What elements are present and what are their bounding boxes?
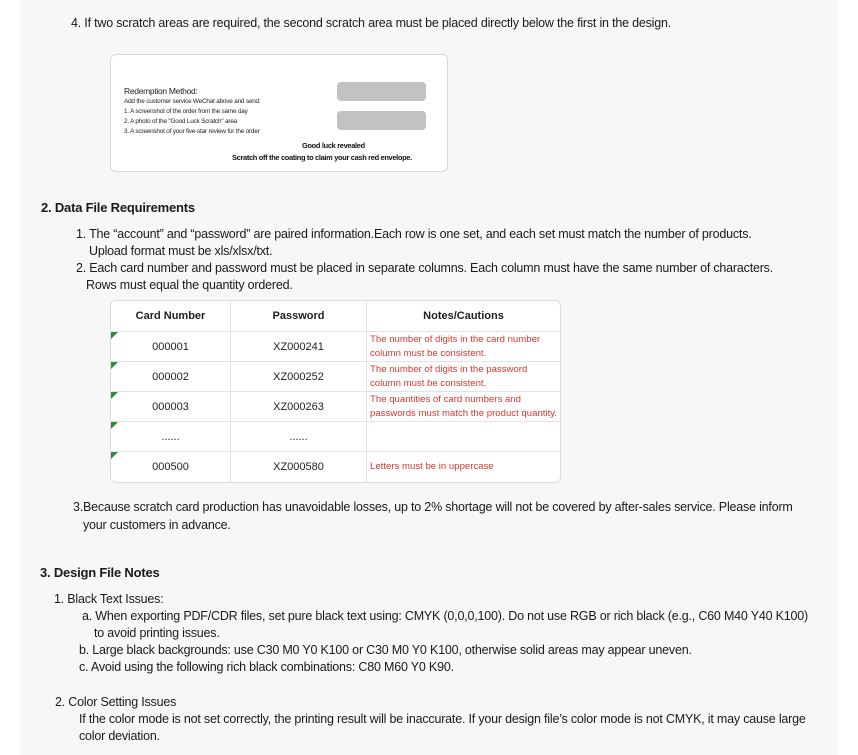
section-3-heading: 3. Design File Notes bbox=[40, 565, 160, 580]
decorative-dots: · · · · · · · · · · · · · bbox=[186, 703, 257, 709]
data-file-example-table bbox=[110, 300, 561, 483]
redemption-line: 2. A photo of the "Good Luck Scratch" area bbox=[124, 118, 238, 125]
header-notes: Notes/Cautions bbox=[367, 301, 560, 332]
data-rule-3-cont: your customers in advance. bbox=[83, 518, 231, 532]
scratch-off-text: Scratch off the coating to claim your cash red envelope. bbox=[232, 153, 412, 162]
section-2-heading: 2. Data File Requirements bbox=[41, 200, 195, 215]
card-number-cell: 000002 bbox=[111, 362, 231, 392]
password-cell: XZ000241 bbox=[231, 332, 367, 362]
table-row bbox=[111, 392, 560, 422]
scratch-card-sample bbox=[110, 54, 448, 172]
note-cell: The number of digits in the card number column must be consistent. bbox=[367, 332, 560, 362]
redemption-title: Redemption Method: bbox=[124, 86, 198, 96]
data-rule-3: 3.Because scratch card production has unavoidable losses, up to 2% shortage will not be covered by after-sales service. Please inform bbox=[73, 500, 793, 514]
card-number-cell: 000500 bbox=[111, 452, 231, 482]
table-header-row bbox=[111, 301, 560, 332]
note-cell: The quantities of card numbers and passwords must match the product quantity. bbox=[367, 392, 560, 422]
black-text-rule-b: b. Large black backgrounds: use C30 M0 Y0 K100 or C30 M0 Y0 K100, otherwise solid areas may appear uneven. bbox=[79, 643, 692, 657]
table-row bbox=[111, 362, 560, 392]
design-rule-item-4: 4. If two scratch areas are required, the second scratch area must be placed directly below the first in the design. bbox=[71, 16, 672, 30]
black-text-title: 1. Black Text Issues: bbox=[54, 592, 164, 606]
color-setting-line-cont: color deviation. bbox=[79, 729, 160, 743]
redemption-line: Add the customer service WeChat above and send: bbox=[124, 98, 261, 105]
password-cell: ...... bbox=[231, 422, 367, 452]
row-marker-icon bbox=[111, 422, 118, 429]
data-rule-1-cont: Upload format must be xls/xlsx/txt. bbox=[89, 244, 273, 258]
table-row bbox=[111, 452, 560, 482]
good-luck-text: Good luck revealed bbox=[302, 141, 365, 150]
scratch-area-1 bbox=[337, 82, 426, 101]
row-marker-icon bbox=[111, 362, 118, 369]
redemption-line: 3. A screenshot of your five-star review for the order bbox=[124, 128, 260, 135]
scratch-area-2 bbox=[337, 111, 426, 130]
row-marker-icon bbox=[111, 452, 118, 459]
note-cell bbox=[367, 422, 560, 452]
note-cell: The number of digits in the password column must be consistent. bbox=[367, 362, 560, 392]
data-rule-1: 1. The “account” and “password” are paired information.Each row is one set, and each set must match the number of products. bbox=[76, 227, 752, 241]
header-card-number: Card Number bbox=[111, 301, 231, 332]
note-cell: Letters must be in uppercase bbox=[370, 461, 494, 472]
black-text-rule-a: a. When exporting PDF/CDR files, set pure black text using: CMYK (0,0,0,100). Do not use RGB or rich black (e.g., C60 M40 Y40 K100) bbox=[82, 609, 808, 623]
color-setting-line: If the color mode is not set correctly, the printing result will be inaccurate. If your design file’s color mode is not CMYK, it may cause large bbox=[79, 712, 806, 726]
row-marker-icon bbox=[111, 392, 118, 399]
table-row bbox=[111, 332, 560, 362]
data-rule-2-cont: Rows must equal the quantity ordered. bbox=[86, 278, 293, 292]
card-number-cell: 000003 bbox=[111, 392, 231, 422]
color-setting-title: 2. Color Setting Issues bbox=[55, 695, 177, 709]
password-cell: XZ000580 bbox=[231, 452, 367, 482]
redemption-line: 1. A screenshot of the order from the same day bbox=[124, 108, 248, 115]
black-text-rule-c: c. Avoid using the following rich black combinations: C80 M60 Y0 K90. bbox=[79, 660, 454, 674]
data-rule-2: 2. Each card number and password must be placed in separate columns. Each column must have the same number of characters. bbox=[76, 261, 774, 275]
row-marker-icon bbox=[111, 332, 118, 339]
password-cell: XZ000252 bbox=[231, 362, 367, 392]
table-row bbox=[111, 422, 560, 452]
header-password: Password bbox=[231, 301, 367, 332]
card-number-cell: ...... bbox=[111, 422, 231, 452]
black-text-rule-a-cont: to avoid printing issues. bbox=[94, 626, 220, 640]
password-cell: XZ000263 bbox=[231, 392, 367, 422]
card-number-cell: 000001 bbox=[111, 332, 231, 362]
